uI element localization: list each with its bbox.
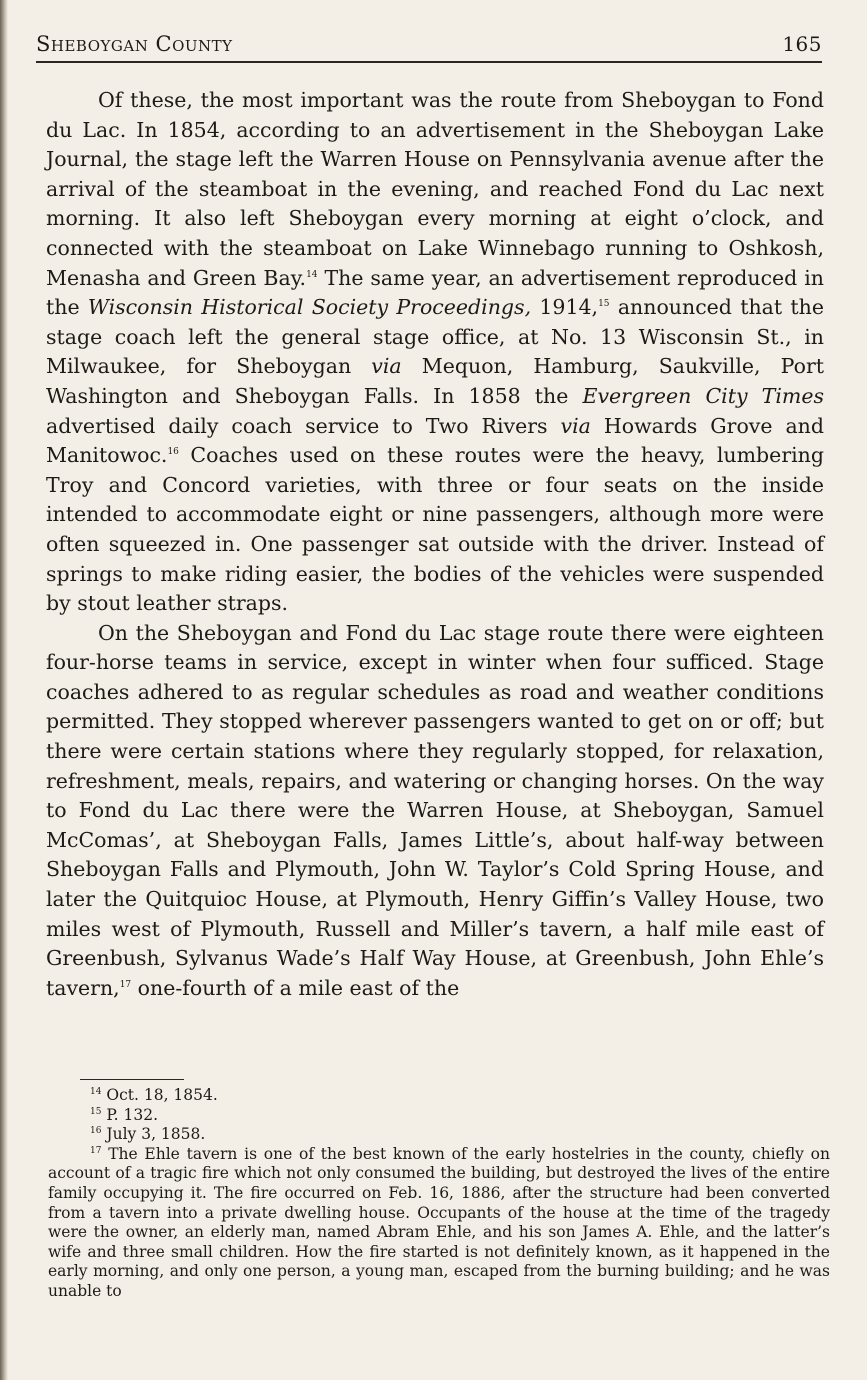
text-run: The Ehle tavern is one of the best known of the early hostelries in the county, chiefly on account of a tragic fire which not only consumed the building, but destroyed the lives of the entire family occupying it. The fire occurred on Feb. 16, 1886, after the structure had been converted from a tavern into a private dwelling house. Occupants of the house at the time of the tragedy were the owner, an elderly man, named Abram Ehle, and his son James A. Ehle, and the latter’s wife and three small children. How the fire started is not definitely known, as it happened in the early morning, and only one person, a young man, escaped from the burning building; and he was unable to (48, 1144, 830, 1300)
text-run: announced that the stage coach left the general stage office, at No. 13 Wisconsin St., in Milwaukee, for Sheboygan (46, 295, 824, 379)
text-run: one-fourth of a mile east of the (131, 975, 460, 1000)
paragraph-1 (46, 86, 824, 619)
paragraph-2 (46, 619, 824, 1004)
text-run: On the Sheboygan and Fond du Lac stage route there were eighteen four-horse teams in service, except in winter when four sufficed. Stage coaches adhered to as regular schedules as road and weather conditions permitted. They stopped wherever passengers wanted to get on or off; but there were certain stations where they regularly stopped, for relaxation, refreshment, meals, repairs, and watering or changing horses. On the way to Fond du Lac there were the Warren House, at Sheboygan, Samuel McComas’, at Sheboygan Falls, James Little’s, about half-way between Sheboygan Falls and Plymouth, John W. Taylor’s Cold Spring House, and later the Quitquioc House, at Plymouth, Henry Giffin’s Valley House, two miles west of Plymouth, Russell and Miller’s tavern, a half mile east of Greenbush, Sylvanus Wade’s Half Way House, at Greenbush, John Ehle’s tavern, (46, 620, 824, 1000)
italic-title: Wisconsin Historical Society Proceedings, (87, 295, 532, 320)
footnote-16 (48, 1125, 830, 1145)
italic-title: via (371, 354, 402, 379)
text-run: July 3, 1858. (101, 1125, 206, 1144)
footnote-ref: 14 (306, 269, 318, 280)
footnote-ref: 16 (90, 1126, 102, 1137)
running-head-title: Sheboygan County (36, 32, 233, 56)
page-number: 165 (782, 32, 822, 56)
text-run: P. 132. (101, 1105, 159, 1124)
page-binding-edge (0, 0, 8, 1380)
text-run: Coaches used on these routes were the heavy, lumbering Troy and Concord varieties, with three or four seats on the inside intended to accommodate eight or nine passengers, although more were often squeezed in. One passenger sat outside with the driver. Instead of springs to make riding easier, the bodies of the vehicles were suspended by stout leather straps. (46, 443, 824, 616)
footnote-17 (48, 1145, 830, 1302)
footnote-ref: 15 (598, 299, 610, 310)
italic-title: via (560, 413, 591, 438)
text-run: Howards Grove and Manitowoc. (46, 413, 825, 468)
footnotes (48, 1086, 830, 1302)
running-head (36, 26, 822, 56)
text-run: Of these, the most important was the route from Sheboygan to Fond du Lac. In 1854, according to an advertisement in the Sheboygan Lake Journal, the stage left the Warren House on Pennsylvania avenue after the arrival of the steamboat in the evening, and reached Fond du Lac next morning. It also left Sheboygan every morning at eight o’clock, and connected with the steamboat on Lake Winnebago running to Oshkosh, Menasha and Green Bay. (46, 88, 824, 290)
text-run: advertised daily coach service to Two Rivers (46, 413, 561, 438)
footnote-ref: 15 (90, 1106, 102, 1117)
text-run: Mequon, Hamburg, Saukville, Port Washington and Sheboygan Falls. In 1858 the (46, 354, 824, 408)
footnote-ref: 16 (167, 447, 179, 458)
body-text (46, 86, 824, 1003)
header-rule (36, 61, 822, 63)
italic-title: Evergreen City Times (582, 383, 824, 408)
footnote-15 (48, 1106, 830, 1126)
text-run: 1914, (531, 295, 599, 320)
footnote-rule (80, 1079, 184, 1080)
text-run: Oct. 18, 1854. (101, 1086, 218, 1104)
footnote-ref: 17 (90, 1145, 102, 1156)
footnote-ref: 17 (119, 979, 132, 990)
footnote-ref: 14 (90, 1086, 102, 1097)
footnote-14 (48, 1086, 830, 1106)
text-run: The same year, an advertisement reproduced in the (46, 265, 824, 320)
